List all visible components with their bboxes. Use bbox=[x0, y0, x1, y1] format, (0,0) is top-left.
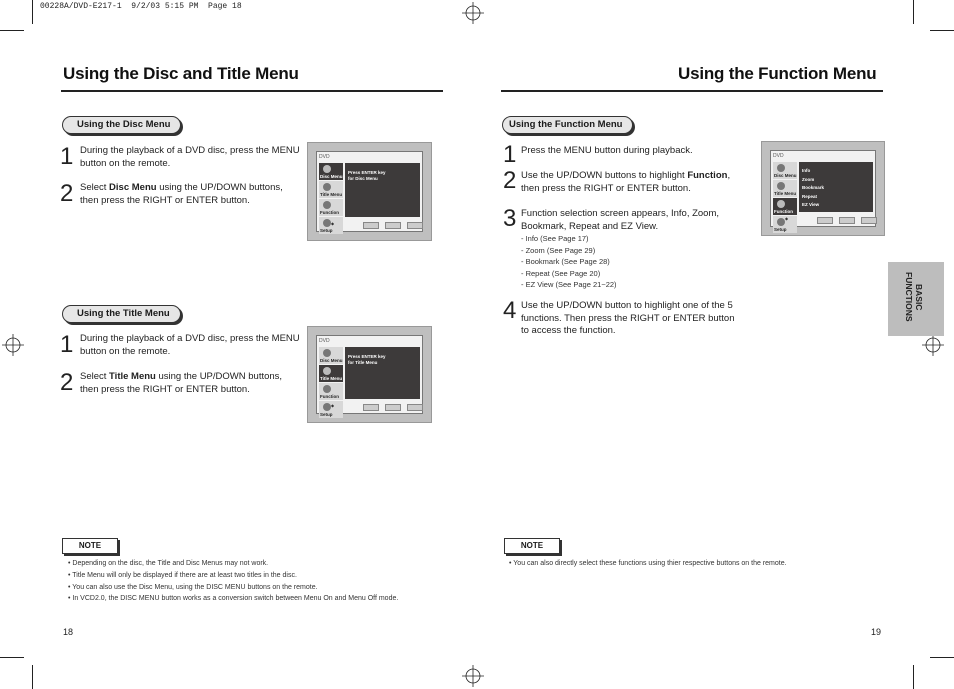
function-repeat: Repeat bbox=[802, 193, 818, 199]
step-number: 4 bbox=[503, 297, 517, 324]
screen-panel: Press ENTER key for Disc Menu bbox=[345, 163, 420, 217]
menu-item-setup: Setup bbox=[319, 217, 343, 234]
step-text: During the playback of a DVD disc, press the MENU button on the remote. bbox=[80, 333, 300, 357]
step-number: 3 bbox=[503, 205, 517, 232]
function-bookmark: Bookmark bbox=[802, 185, 825, 191]
side-tab-label: BASIC bbox=[914, 283, 924, 311]
title-rule bbox=[61, 90, 443, 92]
section-label: Using the Title Menu bbox=[62, 305, 181, 323]
crop-mark bbox=[930, 657, 954, 658]
menu-item-disc: Disc Menu bbox=[773, 162, 797, 179]
menu-item-function: Function bbox=[773, 198, 797, 215]
screen-buttons: ◆ bbox=[773, 214, 873, 224]
step-text: Use the UP/DOWN buttons to highlight Function, then press the RIGHT or ENTER button. bbox=[521, 170, 731, 194]
menu-item-disc: Disc Menu bbox=[319, 347, 343, 364]
crop-mark bbox=[0, 30, 24, 31]
function-list bbox=[521, 233, 617, 291]
menu-item-title: Title Menu bbox=[773, 180, 797, 197]
menu-item-title: Title Menu bbox=[319, 365, 343, 382]
screen-buttons: ◆ bbox=[319, 401, 420, 411]
crop-mark bbox=[930, 30, 954, 31]
registration-mark-icon bbox=[2, 334, 24, 356]
step-number: 1 bbox=[60, 143, 74, 170]
step-text: Select Disc Menu using the UP/DOWN buttons, then press the RIGHT or ENTER button. bbox=[80, 182, 283, 206]
step-text: Use the UP/DOWN button to highlight one of the 5 functions. Then press the RIGHT or ENTER button to access the function. bbox=[521, 300, 735, 336]
print-header: 00228A/DVD-E217-1 9/2/03 5:15 PM Page 18 bbox=[40, 2, 242, 11]
step-text: Function selection screen appears, Info, Zoom, Bookmark, Repeat and EZ View. bbox=[521, 208, 720, 232]
menu-item-function: Function bbox=[319, 383, 343, 400]
step-number: 1 bbox=[60, 331, 74, 358]
screen-label: DVD bbox=[773, 153, 784, 159]
note-text: • You can also directly select these functions using thier respective buttons on the remote. bbox=[509, 560, 787, 567]
screen-panel: Press ENTER key for Title Menu bbox=[345, 347, 420, 399]
registration-mark-icon bbox=[922, 334, 944, 356]
registration-mark-icon bbox=[462, 2, 484, 24]
list-item: - EZ View (See Page 21~22) bbox=[521, 280, 617, 289]
page-title: Using the Disc and Title Menu bbox=[63, 64, 299, 83]
list-item: - Repeat (See Page 20) bbox=[521, 268, 601, 278]
side-tab bbox=[888, 262, 944, 336]
function-zoom: Zoom bbox=[802, 176, 815, 182]
note-text: • Depending on the disc, the Title and Disc Menus may not work. • Title Menu will only be displayed if there are at least two titles in the disc. • You can also use the Disc Menu, using the DISC MENU buttons on the remote. • In VCD2.0, the DISC MENU button works as a conversion switch between Menu On and Menu Off mode. bbox=[68, 560, 399, 603]
screen-buttons: ◆ bbox=[319, 219, 420, 229]
screen-label: DVD bbox=[319, 154, 330, 160]
list-item: - Zoom (See Page 29) bbox=[521, 245, 596, 255]
note-label: NOTE bbox=[62, 538, 118, 554]
step-number: 2 bbox=[503, 167, 517, 194]
function-menu-screen bbox=[761, 141, 885, 236]
menu-item-title: Title Menu bbox=[319, 181, 343, 198]
step-number: 1 bbox=[503, 141, 517, 168]
step-number: 2 bbox=[60, 369, 74, 396]
crop-mark bbox=[32, 0, 33, 24]
list-item: - Bookmark (See Page 28) bbox=[521, 257, 610, 266]
crop-mark bbox=[913, 0, 914, 24]
side-tab-label: FUNCTIONS bbox=[904, 272, 914, 322]
title-rule bbox=[501, 90, 883, 92]
menu-item-disc: Disc Menu bbox=[319, 163, 343, 180]
note-label: NOTE bbox=[504, 538, 560, 554]
step-text: During the playback of a DVD disc, press the MENU button on the remote. bbox=[80, 145, 300, 169]
section-label: Using the Function Menu bbox=[502, 116, 633, 134]
page-number: 19 bbox=[871, 627, 882, 637]
crop-mark bbox=[32, 665, 33, 689]
step-text: Press the MENU button during playback. bbox=[521, 145, 693, 156]
screen-label: DVD bbox=[319, 338, 330, 344]
screen-panel bbox=[799, 162, 873, 212]
page-number: 18 bbox=[63, 627, 74, 637]
disc-menu-screen bbox=[307, 142, 432, 241]
menu-item-setup: Setup bbox=[319, 401, 343, 418]
registration-mark-icon bbox=[462, 665, 484, 687]
title-menu-screen bbox=[307, 326, 432, 423]
step-text: Select Title Menu using the UP/DOWN buttons, then press the RIGHT or ENTER button. bbox=[80, 371, 283, 395]
menu-item-setup: Setup bbox=[773, 216, 797, 233]
step-number: 2 bbox=[60, 180, 74, 207]
crop-mark bbox=[0, 657, 24, 658]
menu-item-function: Function bbox=[319, 199, 343, 216]
list-item: - Info (See Page 17) bbox=[521, 234, 589, 243]
function-ez-view: EZ View bbox=[802, 202, 820, 208]
crop-mark bbox=[913, 665, 914, 689]
page-title: Using the Function Menu bbox=[678, 64, 877, 83]
section-label: Using the Disc Menu bbox=[62, 116, 181, 134]
function-info: Info bbox=[802, 168, 811, 173]
